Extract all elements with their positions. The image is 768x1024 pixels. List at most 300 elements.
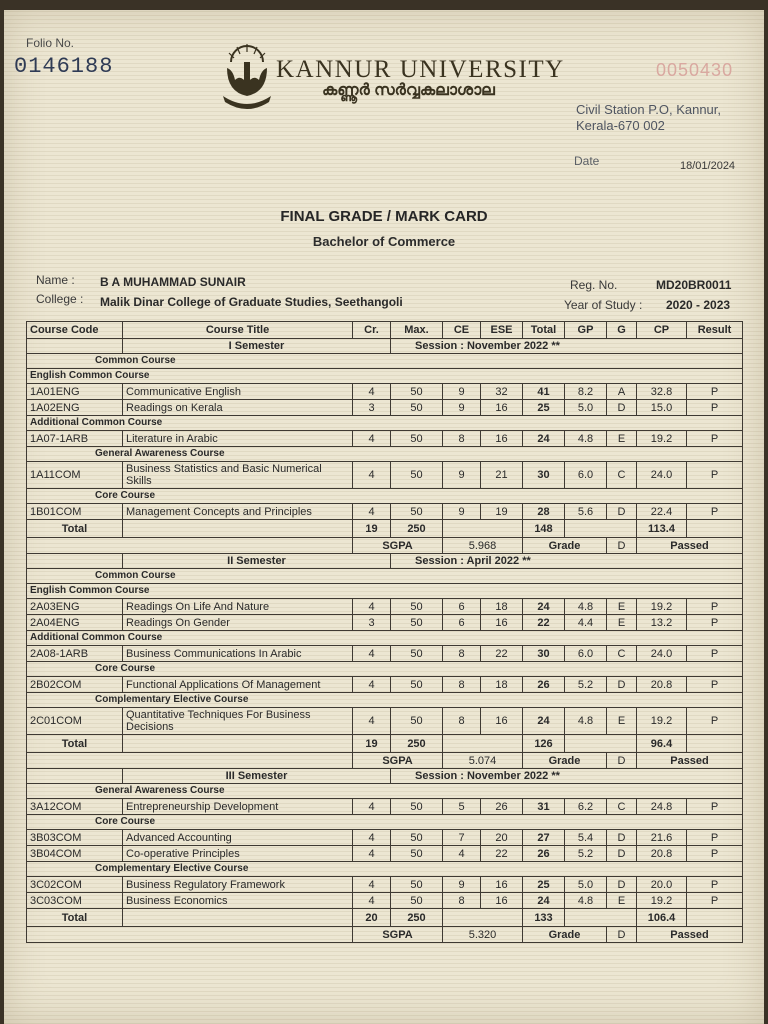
course-cr: 4 <box>353 677 391 693</box>
header-ese: ESE <box>481 322 523 339</box>
document-title: FINAL GRADE / MARK CARD <box>280 208 488 225</box>
grade-table <box>26 321 743 943</box>
course-title: Readings On Gender <box>123 615 353 631</box>
course-result: P <box>687 799 743 815</box>
course-ese: 16 <box>481 431 523 447</box>
course-cr: 3 <box>353 400 391 416</box>
course-result: P <box>687 504 743 520</box>
header-course-title: Course Title <box>123 322 353 339</box>
table-row <box>27 877 743 893</box>
category-row <box>27 631 743 646</box>
course-result: P <box>687 877 743 893</box>
reg-no-label: Reg. No. <box>570 278 618 292</box>
course-cp: 15.0 <box>637 400 687 416</box>
category-label: English Common Course <box>27 369 743 384</box>
course-total: 31 <box>523 799 565 815</box>
course-title: Business Statistics and Basic Numerical Skills <box>123 462 353 489</box>
category-row <box>27 662 743 677</box>
course-max: 50 <box>391 431 443 447</box>
total-marks: 133 <box>523 909 565 927</box>
grade-label: Grade <box>523 927 607 943</box>
course-gp: 6.0 <box>565 462 607 489</box>
total-label: Total <box>27 909 123 927</box>
total-cp: 96.4 <box>637 735 687 753</box>
total-max: 250 <box>391 735 443 753</box>
category-label: Complementary Elective Course <box>27 862 743 877</box>
course-title: Quantitative Techniques For Business Decisions <box>123 708 353 735</box>
course-title: Literature in Arabic <box>123 431 353 447</box>
mark-card-document <box>4 10 764 1024</box>
category-label: Complementary Elective Course <box>27 693 743 708</box>
category-label: English Common Course <box>27 584 743 599</box>
course-result: P <box>687 893 743 909</box>
course-total: 26 <box>523 846 565 862</box>
total-spacer-3 <box>565 909 637 927</box>
course-code: 2B02COM <box>27 677 123 693</box>
pass-status: Passed <box>637 927 743 943</box>
course-ce: 8 <box>443 893 481 909</box>
sgpa-value: 5.968 <box>443 538 523 554</box>
course-max: 50 <box>391 462 443 489</box>
header-course-code: Course Code <box>27 322 123 339</box>
course-max: 50 <box>391 677 443 693</box>
header-result: Result <box>687 322 743 339</box>
total-spacer-2 <box>443 909 523 927</box>
session-label: Session : November 2022 ** <box>391 339 743 354</box>
total-cp: 106.4 <box>637 909 687 927</box>
course-ce: 9 <box>443 462 481 489</box>
course-cp: 20.8 <box>637 846 687 862</box>
course-ese: 16 <box>481 400 523 416</box>
category-row <box>27 354 743 369</box>
total-spacer <box>123 735 353 753</box>
course-max: 50 <box>391 504 443 520</box>
course-cp: 22.4 <box>637 504 687 520</box>
total-credits: 19 <box>353 735 391 753</box>
semester-name: II Semester <box>123 554 391 569</box>
course-result: P <box>687 846 743 862</box>
course-cr: 4 <box>353 646 391 662</box>
course-ese: 21 <box>481 462 523 489</box>
table-row <box>27 431 743 447</box>
course-code: 3B03COM <box>27 830 123 846</box>
semester-label-cell <box>27 339 123 354</box>
course-gp: 4.8 <box>565 599 607 615</box>
course-title: Communicative English <box>123 384 353 400</box>
course-result: P <box>687 384 743 400</box>
category-row <box>27 584 743 599</box>
course-max: 50 <box>391 846 443 862</box>
course-ce: 9 <box>443 400 481 416</box>
course-gp: 5.0 <box>565 400 607 416</box>
course-total: 24 <box>523 893 565 909</box>
folio-label: Folio No. <box>26 36 75 50</box>
course-max: 50 <box>391 877 443 893</box>
header-credits: Cr. <box>353 322 391 339</box>
course-result: P <box>687 615 743 631</box>
course-cp: 20.0 <box>637 877 687 893</box>
category-label: General Awareness Course <box>27 447 743 462</box>
course-ce: 8 <box>443 646 481 662</box>
total-cp: 113.4 <box>637 520 687 538</box>
semester-total-row <box>27 909 743 927</box>
course-code: 3B04COM <box>27 846 123 862</box>
course-cp: 24.0 <box>637 646 687 662</box>
course-result: P <box>687 646 743 662</box>
pass-status: Passed <box>637 538 743 554</box>
course-total: 24 <box>523 599 565 615</box>
course-title: Entrepreneurship Development <box>123 799 353 815</box>
course-ce: 7 <box>443 830 481 846</box>
course-ce: 5 <box>443 799 481 815</box>
course-title: Business Communications In Arabic <box>123 646 353 662</box>
category-label: General Awareness Course <box>27 784 743 799</box>
course-ese: 16 <box>481 708 523 735</box>
course-cr: 4 <box>353 504 391 520</box>
semester-name: I Semester <box>123 339 391 354</box>
course-gp: 4.4 <box>565 615 607 631</box>
course-result: P <box>687 599 743 615</box>
course-result: P <box>687 830 743 846</box>
course-code: 2A03ENG <box>27 599 123 615</box>
course-result: P <box>687 431 743 447</box>
grade-value: D <box>607 927 637 943</box>
header-max: Max. <box>391 322 443 339</box>
course-total: 22 <box>523 615 565 631</box>
year-of-study-label: Year of Study : <box>564 298 643 312</box>
sgpa-spacer <box>27 753 353 769</box>
course-code: 2A08-1ARB <box>27 646 123 662</box>
course-title: Functional Applications Of Management <box>123 677 353 693</box>
session-label: Session : April 2022 ** <box>391 554 743 569</box>
course-cp: 20.8 <box>637 677 687 693</box>
course-ese: 19 <box>481 504 523 520</box>
course-ce: 8 <box>443 431 481 447</box>
course-cr: 4 <box>353 462 391 489</box>
course-code: 1A02ENG <box>27 400 123 416</box>
course-g: E <box>607 599 637 615</box>
semester-row <box>27 339 743 354</box>
college-label: College : <box>36 292 84 306</box>
program-name: Bachelor of Commerce <box>312 234 456 249</box>
grade-value: D <box>607 753 637 769</box>
pass-status: Passed <box>637 753 743 769</box>
table-row <box>27 708 743 735</box>
course-g: C <box>607 646 637 662</box>
course-ese: 22 <box>481 846 523 862</box>
table-row <box>27 615 743 631</box>
course-g: A <box>607 384 637 400</box>
course-cr: 4 <box>353 893 391 909</box>
total-marks: 126 <box>523 735 565 753</box>
sgpa-value: 5.074 <box>443 753 523 769</box>
course-cp: 24.0 <box>637 462 687 489</box>
total-credits: 20 <box>353 909 391 927</box>
university-emblem-icon <box>209 40 285 116</box>
table-row <box>27 799 743 815</box>
session-label: Session : November 2022 ** <box>391 769 743 784</box>
course-g: E <box>607 431 637 447</box>
table-row <box>27 893 743 909</box>
total-spacer-2 <box>443 735 523 753</box>
sgpa-row <box>27 753 743 769</box>
course-ese: 20 <box>481 830 523 846</box>
grade-label: Grade <box>523 753 607 769</box>
name-label: Name : <box>36 273 75 287</box>
header-gp: GP <box>565 322 607 339</box>
course-cr: 3 <box>353 615 391 631</box>
course-cp: 19.2 <box>637 599 687 615</box>
category-row <box>27 447 743 462</box>
course-g: C <box>607 799 637 815</box>
university-name-malayalam: കണ്ണൂർ സർവ്വകലാശാല <box>322 82 495 99</box>
course-max: 50 <box>391 384 443 400</box>
course-ese: 18 <box>481 599 523 615</box>
course-title: Advanced Accounting <box>123 830 353 846</box>
course-max: 50 <box>391 646 443 662</box>
course-ce: 8 <box>443 677 481 693</box>
table-row <box>27 677 743 693</box>
total-credits: 19 <box>353 520 391 538</box>
course-gp: 4.8 <box>565 708 607 735</box>
grade-table-body <box>27 339 743 943</box>
course-cr: 4 <box>353 431 391 447</box>
course-cp: 24.8 <box>637 799 687 815</box>
date-value: 18/01/2024 <box>680 160 736 172</box>
course-g: E <box>607 893 637 909</box>
course-ce: 4 <box>443 846 481 862</box>
course-gp: 5.0 <box>565 877 607 893</box>
course-max: 50 <box>391 893 443 909</box>
course-cr: 4 <box>353 877 391 893</box>
table-row <box>27 646 743 662</box>
semester-label-cell <box>27 554 123 569</box>
category-label: Core Course <box>27 662 743 677</box>
course-cr: 4 <box>353 846 391 862</box>
course-cr: 4 <box>353 599 391 615</box>
course-gp: 5.2 <box>565 846 607 862</box>
course-title: Co-operative Principles <box>123 846 353 862</box>
table-row <box>27 846 743 862</box>
course-max: 50 <box>391 400 443 416</box>
course-ese: 32 <box>481 384 523 400</box>
course-code: 3C02COM <box>27 877 123 893</box>
college-name: Malik Dinar College of Graduate Studies, Seethangoli <box>100 295 403 309</box>
course-g: E <box>607 708 637 735</box>
course-max: 50 <box>391 830 443 846</box>
table-header-row <box>27 322 743 339</box>
course-g: D <box>607 830 637 846</box>
course-gp: 5.4 <box>565 830 607 846</box>
course-ce: 6 <box>443 615 481 631</box>
category-row <box>27 369 743 384</box>
course-total: 30 <box>523 462 565 489</box>
category-row <box>27 693 743 708</box>
course-ese: 16 <box>481 893 523 909</box>
sgpa-label: SGPA <box>353 753 443 769</box>
reg-no: MD20BR0011 <box>656 278 732 292</box>
course-ese: 18 <box>481 677 523 693</box>
year-of-study: 2020 - 2023 <box>666 298 731 312</box>
course-ese: 16 <box>481 615 523 631</box>
semester-row <box>27 769 743 784</box>
course-cp: 19.2 <box>637 431 687 447</box>
course-total: 30 <box>523 646 565 662</box>
course-code: 3A12COM <box>27 799 123 815</box>
sgpa-spacer <box>27 538 353 554</box>
course-cp: 19.2 <box>637 893 687 909</box>
course-cr: 4 <box>353 384 391 400</box>
category-label: Core Course <box>27 489 743 504</box>
total-max: 250 <box>391 909 443 927</box>
sgpa-value: 5.320 <box>443 927 523 943</box>
total-spacer-4 <box>687 520 743 538</box>
course-gp: 5.2 <box>565 677 607 693</box>
course-max: 50 <box>391 799 443 815</box>
course-max: 50 <box>391 708 443 735</box>
semester-label-cell <box>27 769 123 784</box>
total-spacer-4 <box>687 735 743 753</box>
course-total: 28 <box>523 504 565 520</box>
course-gp: 6.0 <box>565 646 607 662</box>
course-code: 2A04ENG <box>27 615 123 631</box>
header-grade: G <box>607 322 637 339</box>
course-code: 1A07-1ARB <box>27 431 123 447</box>
category-row <box>27 489 743 504</box>
course-gp: 8.2 <box>565 384 607 400</box>
total-marks: 148 <box>523 520 565 538</box>
sgpa-label: SGPA <box>353 927 443 943</box>
course-max: 50 <box>391 615 443 631</box>
category-row <box>27 784 743 799</box>
course-g: D <box>607 504 637 520</box>
course-result: P <box>687 677 743 693</box>
total-spacer-3 <box>565 520 637 538</box>
table-row <box>27 462 743 489</box>
category-label: Additional Common Course <box>27 631 743 646</box>
semester-name: III Semester <box>123 769 391 784</box>
folio-number: 0146188 <box>14 54 114 79</box>
course-code: 1A01ENG <box>27 384 123 400</box>
date-label: Date <box>574 154 600 168</box>
sgpa-row <box>27 538 743 554</box>
course-cr: 4 <box>353 830 391 846</box>
course-gp: 4.8 <box>565 431 607 447</box>
address-line-2: Kerala-670 002 <box>576 118 665 133</box>
semester-total-row <box>27 735 743 753</box>
category-label: Common Course <box>27 354 743 369</box>
course-title: Business Regulatory Framework <box>123 877 353 893</box>
course-code: 3C03COM <box>27 893 123 909</box>
course-result: P <box>687 462 743 489</box>
course-title: Readings On Life And Nature <box>123 599 353 615</box>
sgpa-label: SGPA <box>353 538 443 554</box>
total-spacer <box>123 520 353 538</box>
course-total: 25 <box>523 400 565 416</box>
course-g: D <box>607 400 637 416</box>
course-ce: 9 <box>443 877 481 893</box>
sgpa-spacer <box>27 927 353 943</box>
course-total: 24 <box>523 431 565 447</box>
course-cr: 4 <box>353 799 391 815</box>
course-title: Readings on Kerala <box>123 400 353 416</box>
total-label: Total <box>27 520 123 538</box>
category-row <box>27 862 743 877</box>
header-cp: CP <box>637 322 687 339</box>
course-gp: 4.8 <box>565 893 607 909</box>
grade-label: Grade <box>523 538 607 554</box>
total-spacer-2 <box>443 520 523 538</box>
sgpa-row <box>27 927 743 943</box>
course-ce: 8 <box>443 708 481 735</box>
course-result: P <box>687 708 743 735</box>
course-total: 24 <box>523 708 565 735</box>
faded-stamp-number: 0050430 <box>656 60 734 80</box>
grade-value: D <box>607 538 637 554</box>
course-gp: 6.2 <box>565 799 607 815</box>
course-cp: 13.2 <box>637 615 687 631</box>
university-name: KANNUR UNIVERSITY <box>276 56 565 83</box>
table-row <box>27 830 743 846</box>
course-cp: 19.2 <box>637 708 687 735</box>
category-label: Core Course <box>27 815 743 830</box>
header-ce: CE <box>443 322 481 339</box>
course-code: 1B01COM <box>27 504 123 520</box>
student-name: B A MUHAMMAD SUNAIR <box>100 275 246 289</box>
category-row <box>27 815 743 830</box>
total-spacer-3 <box>565 735 637 753</box>
course-result: P <box>687 400 743 416</box>
course-g: D <box>607 877 637 893</box>
total-spacer-4 <box>687 909 743 927</box>
course-total: 26 <box>523 677 565 693</box>
course-total: 27 <box>523 830 565 846</box>
category-row <box>27 569 743 584</box>
course-ce: 9 <box>443 504 481 520</box>
header-total: Total <box>523 322 565 339</box>
table-row <box>27 384 743 400</box>
course-ese: 16 <box>481 877 523 893</box>
category-label: Common Course <box>27 569 743 584</box>
course-title: Management Concepts and Principles <box>123 504 353 520</box>
total-max: 250 <box>391 520 443 538</box>
course-code: 2C01COM <box>27 708 123 735</box>
course-g: E <box>607 615 637 631</box>
course-g: D <box>607 846 637 862</box>
course-total: 41 <box>523 384 565 400</box>
course-cr: 4 <box>353 708 391 735</box>
course-ce: 9 <box>443 384 481 400</box>
table-row <box>27 400 743 416</box>
total-spacer <box>123 909 353 927</box>
category-row <box>27 416 743 431</box>
course-max: 50 <box>391 599 443 615</box>
table-row <box>27 504 743 520</box>
semester-total-row <box>27 520 743 538</box>
course-ese: 22 <box>481 646 523 662</box>
category-label: Additional Common Course <box>27 416 743 431</box>
course-total: 25 <box>523 877 565 893</box>
semester-row <box>27 554 743 569</box>
course-ce: 6 <box>443 599 481 615</box>
table-row <box>27 599 743 615</box>
course-cp: 32.8 <box>637 384 687 400</box>
course-cp: 21.6 <box>637 830 687 846</box>
course-title: Business Economics <box>123 893 353 909</box>
course-g: C <box>607 462 637 489</box>
course-ese: 26 <box>481 799 523 815</box>
address-line-1: Civil Station P.O, Kannur, <box>576 102 722 117</box>
